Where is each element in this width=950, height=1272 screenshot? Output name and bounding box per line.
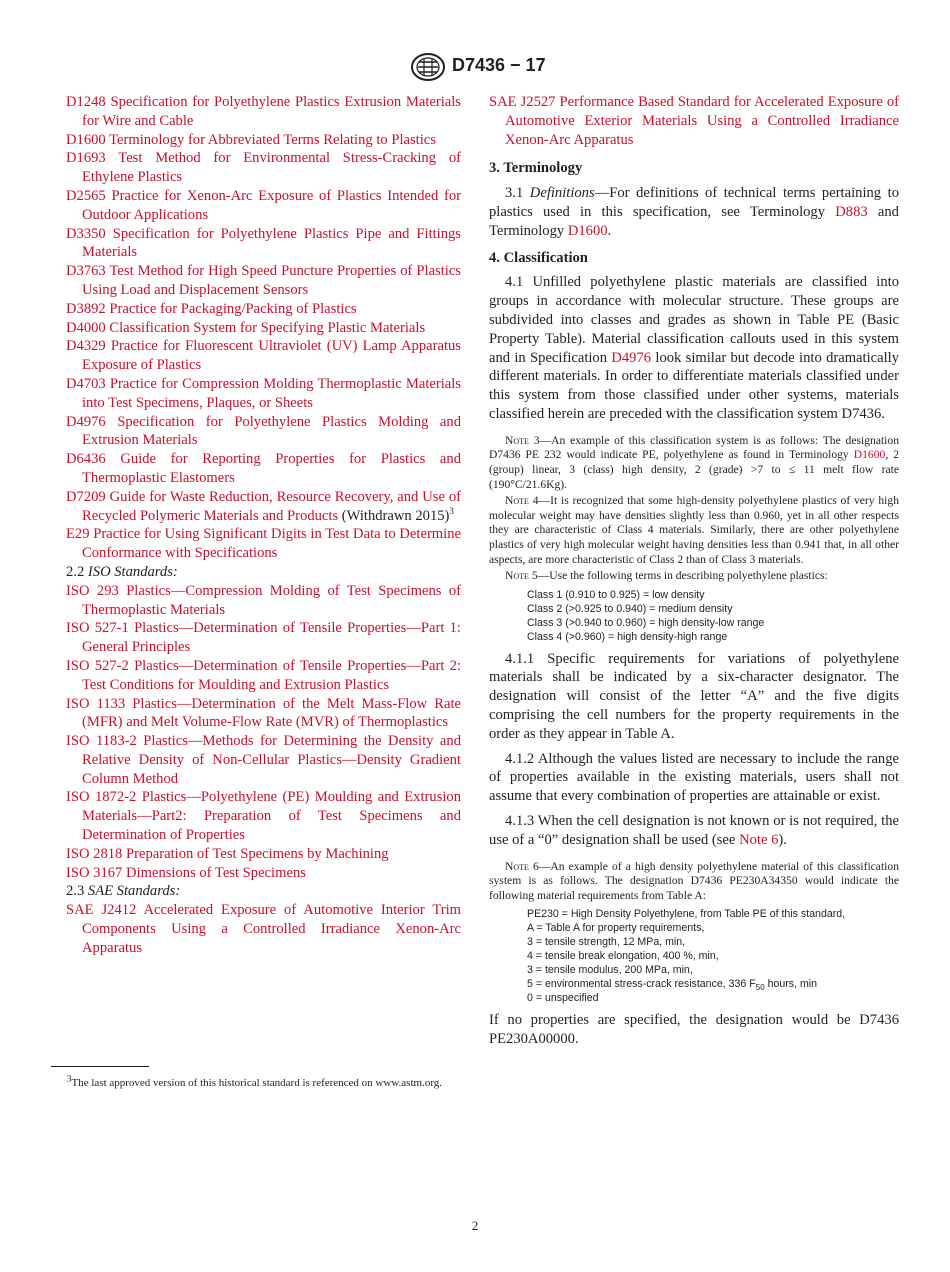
reference-item [66,413,461,451]
classification-heading: 4. Classification [489,249,588,266]
reference-code-link[interactable]: D3763 [66,263,106,280]
list-item: A = Table A for property requirements, [527,922,705,935]
reference-title-link[interactable]: Dimensions of Test Specimens [126,864,306,881]
list-item: Class 3 (>0.940 to 0.960) = high density-low range [527,616,765,629]
subscript: 50 [755,983,765,993]
paragraph-4-1-2: 4.1.2 Although the values listed are necessary to include the range of properties available in the existing materials, users shall not assume that every combination of properties are attainable or exist. [489,750,899,805]
note-4 [489,494,899,567]
reference-code-link[interactable]: ISO 1133 [66,695,126,712]
reference-item [66,901,461,957]
class-list [489,588,899,644]
footnote-mark: 3 [449,505,454,516]
list-item-text: 5 = environmental stress-crack resistance, 336 F [527,978,756,991]
reference-code-link[interactable]: D1600 [66,131,106,148]
note-label: Note 3 [505,433,540,447]
paragraph-text: look similar but decode into dramatically different materials. In order to differentiate materials classified under this system from those classified under other systems, materials classified herein are preceded with the classification system D7436. [489,349,899,422]
reference-code-link[interactable]: D4976 [66,413,106,430]
reference-title-link[interactable]: Specification for Polyethylene Plastics Pipe and Fittings Materials [82,225,461,261]
reference-title-link[interactable]: Guide for Reporting Properties for Plastics and Thermoplastic Elastomers [82,451,461,486]
list-item-text: hours, min [764,978,818,991]
section-label: SAE Standards: [87,883,181,900]
iso-standards-heading [66,563,461,582]
reference-code-link[interactable]: D1693 [66,150,106,167]
reference-title-link[interactable]: Plastics—Determination of Tensile Properties—Part 1: General Principles [82,620,461,656]
paragraph-number: 3.1 [505,185,524,202]
reference-title-link[interactable]: Plastics—Polyethylene (PE) Moulding and Extrusion Materials—Part2: Preparation of Test Specimens and Determination of Properties [82,789,461,844]
reference-title-link[interactable]: Plastics—Compression Molding of Test Specimens of Thermoplastic Materials [82,582,461,618]
reference-title-link[interactable]: Preparation of Test Specimens by Machining [126,845,389,862]
footnote [51,1073,461,1090]
reference-item [66,319,461,338]
reference-title-link[interactable]: Specification for Polyethylene Plastics Extrusion Materials for Wire and Cable [82,94,461,129]
reference-item [66,657,461,695]
reference-title-link[interactable]: Test Method for Environmental Stress-Cracking of Ethylene Plastics [82,150,461,186]
paragraph-text: and Terminology [489,203,899,239]
reference-code-link[interactable]: ISO 1183-2 [66,733,137,750]
note-5 [489,569,899,584]
list-item [527,977,899,991]
reference-item [66,488,461,526]
right-column [489,93,899,1055]
reference-title-link[interactable]: Plastics—Methods for Determining the Density and Relative Density of Non-Cellular Plastics—Density Gradient Column Method [82,733,461,787]
reference-item [66,149,461,187]
paragraph-text: . [607,222,612,239]
reference-code-link[interactable]: D3350 [66,225,106,242]
reference-code-link[interactable]: ISO 527-2 [66,657,129,674]
d4976-link[interactable]: D4976 [611,349,652,366]
note-6-link[interactable]: Note 6 [739,831,779,848]
note-text: —An example of a high density polyethylene material of this classification system is as follows. The designation D7436 PE230A34350 would indicate the following material requirements from Table A: [489,859,899,902]
page-number: 2 [471,1218,479,1233]
reference-title-link[interactable]: Guide for Waste Reduction, Resource Recovery, and Use of Recycled Polymeric Materials and Products [82,488,461,524]
footnote-text: The last approved version of this historical standard is referenced on www.astm.org. [71,1077,443,1089]
reference-suffix: (Withdrawn 2015) [341,507,450,524]
list-item: Class 2 (>0.925 to 0.940) = medium density [527,602,733,615]
reference-title-link[interactable]: Practice for Xenon-Arc Exposure of Plastics Intended for Outdoor Applications [82,187,461,223]
list-item: 3 = tensile modulus, 200 MPa, min, [527,964,693,977]
reference-code-link[interactable]: ISO 1872-2 [66,789,137,806]
reference-title-link[interactable]: Practice for Compression Molding Thermoplastic Materials into Test Specimens, Plaques, or Sheets [82,375,461,411]
paragraph-text: 4.1.3 When the cell designation is not known or is not required, the use of a “0” designation shall be used (see [489,813,899,848]
reference-item [489,93,899,149]
section-number: 2.2 [66,563,85,580]
reference-code-link[interactable]: D4703 [66,375,106,392]
list-item: Class 4 (>0.960) = high density-high range [527,630,728,643]
reference-code-link[interactable]: D7209 [66,488,106,505]
reference-code-link[interactable]: D4000 [66,319,106,336]
reference-code-link[interactable]: SAE J2527 [489,94,556,110]
reference-item [66,262,461,300]
reference-code-link[interactable]: D2565 [66,187,106,204]
astm-logo-icon [410,52,446,82]
reference-item [66,732,461,788]
paragraph-4-1-3 [489,812,899,850]
left-column [66,93,461,958]
page-header [0,50,950,90]
reference-title-link[interactable]: Accelerated Exposure of Automotive Interior Trim Components Using a Controlled Irradiance Xenon-Arc Apparatus [82,902,462,956]
reference-code-link[interactable]: E29 [66,526,90,543]
note-label: Note 6 [505,859,539,873]
note-label: Note 4 [505,494,539,508]
footnote-mark: 3 [67,1073,72,1084]
reference-item [66,582,461,620]
reference-item [66,300,461,319]
reference-item [66,864,461,883]
list-item: 0 = unspecified [527,992,599,1005]
list-item: 4 = tensile break elongation, 400 %, min, [527,950,719,963]
reference-code-link[interactable]: D1248 [66,94,106,110]
reference-title-link[interactable]: Classification System for Specifying Plastic Materials [109,319,426,336]
note-6 [489,860,899,904]
reference-item [66,450,461,488]
document-designation: D7436 − 17 [452,55,546,75]
reference-item [66,375,461,413]
reference-title-link[interactable]: Practice for Using Significant Digits in Test Data to Determine Conformance with Specifications [82,526,461,562]
reference-title-link[interactable]: Test Method for High Speed Puncture Properties of Plastics Using Load and Displacement Sensors [82,263,461,298]
sae-standards-heading [66,882,461,901]
reference-code-link[interactable]: ISO 2818 [66,845,123,862]
reference-item [66,525,461,563]
list-item: Class 1 (0.910 to 0.925) = low density [527,588,705,601]
defined-term: Definitions [529,185,595,202]
reference-title-link[interactable]: Practice for Packaging/Packing of Plastics [109,300,357,317]
reference-code-link[interactable]: D3892 [66,300,106,317]
paragraph-text: ). [778,831,787,848]
reference-code-link[interactable]: D6436 [66,451,106,468]
note-label: Note 5 [505,569,538,583]
section-number: 2.3 [66,883,85,900]
d883-link[interactable]: D883 [835,203,868,220]
note-text: —Use the following terms in describing polyethylene plastics: [537,569,828,583]
reference-code-link[interactable]: D4329 [66,338,106,355]
note-text: , 2 (group) linear, 3 (class) high density, 2 (grade) >7 to ≤ 11 melt flow rate (190°C/21.6Kg). [489,448,900,491]
note-3 [489,434,899,492]
reference-item [66,187,461,225]
reference-title-link[interactable]: Terminology for Abbreviated Terms Relating to Plastics [109,131,436,148]
note-text: —An example of this classification system is as follows: The designation D7436 PE 232 would indicate PE, polyethylene as found in Terminology [489,433,899,462]
paragraph-4-1-1: 4.1.1 Specific requirements for variations of polyethylene materials shall be indicated by a six-character designator. The designation will consist of the letter “A” and the five digits comprising the cell numbers for the property requirements in the order as they appear in Table A. [489,650,899,742]
paragraph-4-1 [489,273,899,423]
paragraph-text: —For definitions of technical terms pertaining to plastics used in this specification, see Terminology [489,185,899,220]
list-item: PE230 = High Density Polyethylene, from Table PE of this standard, [527,908,846,921]
footnote-divider [51,1066,149,1067]
d1600-link[interactable]: D1600 [853,448,886,462]
reference-code-link[interactable]: ISO 3167 [66,864,123,881]
closing-paragraph: If no properties are specified, the designation would be D7436 PE230A00000. [489,1012,899,1048]
reference-item [66,695,461,733]
d1600-link[interactable]: D1600 [567,222,608,239]
section-label: ISO Standards: [87,563,178,580]
example-list [489,907,899,1005]
note-text: —It is recognized that some high-density polyethylene plastics of very high molecular weight may have densities slightly less than 0.960, yet in all other respects they are characteristic of Class 4 materials. Similarly, there are other polyethylene plastics of very high molecular weight having densities less than 0.941 that, in all other aspects, are more characteristic of Class 2 than of Class 3 materials. [489,494,899,566]
paragraph-3-1 [489,184,899,240]
reference-item [66,619,461,657]
reference-code-link[interactable]: ISO 527-1 [66,620,129,637]
reference-item [66,337,461,375]
reference-code-link[interactable]: SAE J2412 [66,902,137,919]
terminology-heading: 3. Terminology [489,160,583,177]
reference-item [66,845,461,864]
reference-title-link[interactable]: Practice for Fluorescent Ultraviolet (UV) Lamp Apparatus Exposure of Plastics [82,338,461,374]
reference-code-link[interactable]: ISO 293 [66,582,119,599]
reference-title-link[interactable]: Performance Based Standard for Accelerated Exposure of Automotive Exterior Materials Using a Controlled Irradiance Xenon-Arc Apparatus [505,94,900,148]
reference-item [66,225,461,263]
paragraph-text: 4.1 Unfilled polyethylene plastic materials are classified into groups in accordance with molecular structure. These groups are subdivided into classes and grades as shown in Table PE (Basic Property Table). Material classification callouts used in this system and in Specification [489,274,899,366]
reference-title-link[interactable]: Specification for Polyethylene Plastics Molding and Extrusion Materials [82,413,462,449]
reference-title-link[interactable]: Plastics—Determination of Tensile Properties—Part 2: Test Conditions for Moulding and Extrusion Plastics [82,657,461,693]
reference-item [66,788,461,844]
reference-title-link[interactable]: Plastics—Determination of the Melt Mass-Flow Rate (MFR) and Melt Volume-Flow Rate (MVR) of Thermoplastics [82,695,461,731]
list-item: 3 = tensile strength, 12 MPa, min, [527,936,686,949]
reference-item [66,93,461,131]
reference-item [66,131,461,150]
